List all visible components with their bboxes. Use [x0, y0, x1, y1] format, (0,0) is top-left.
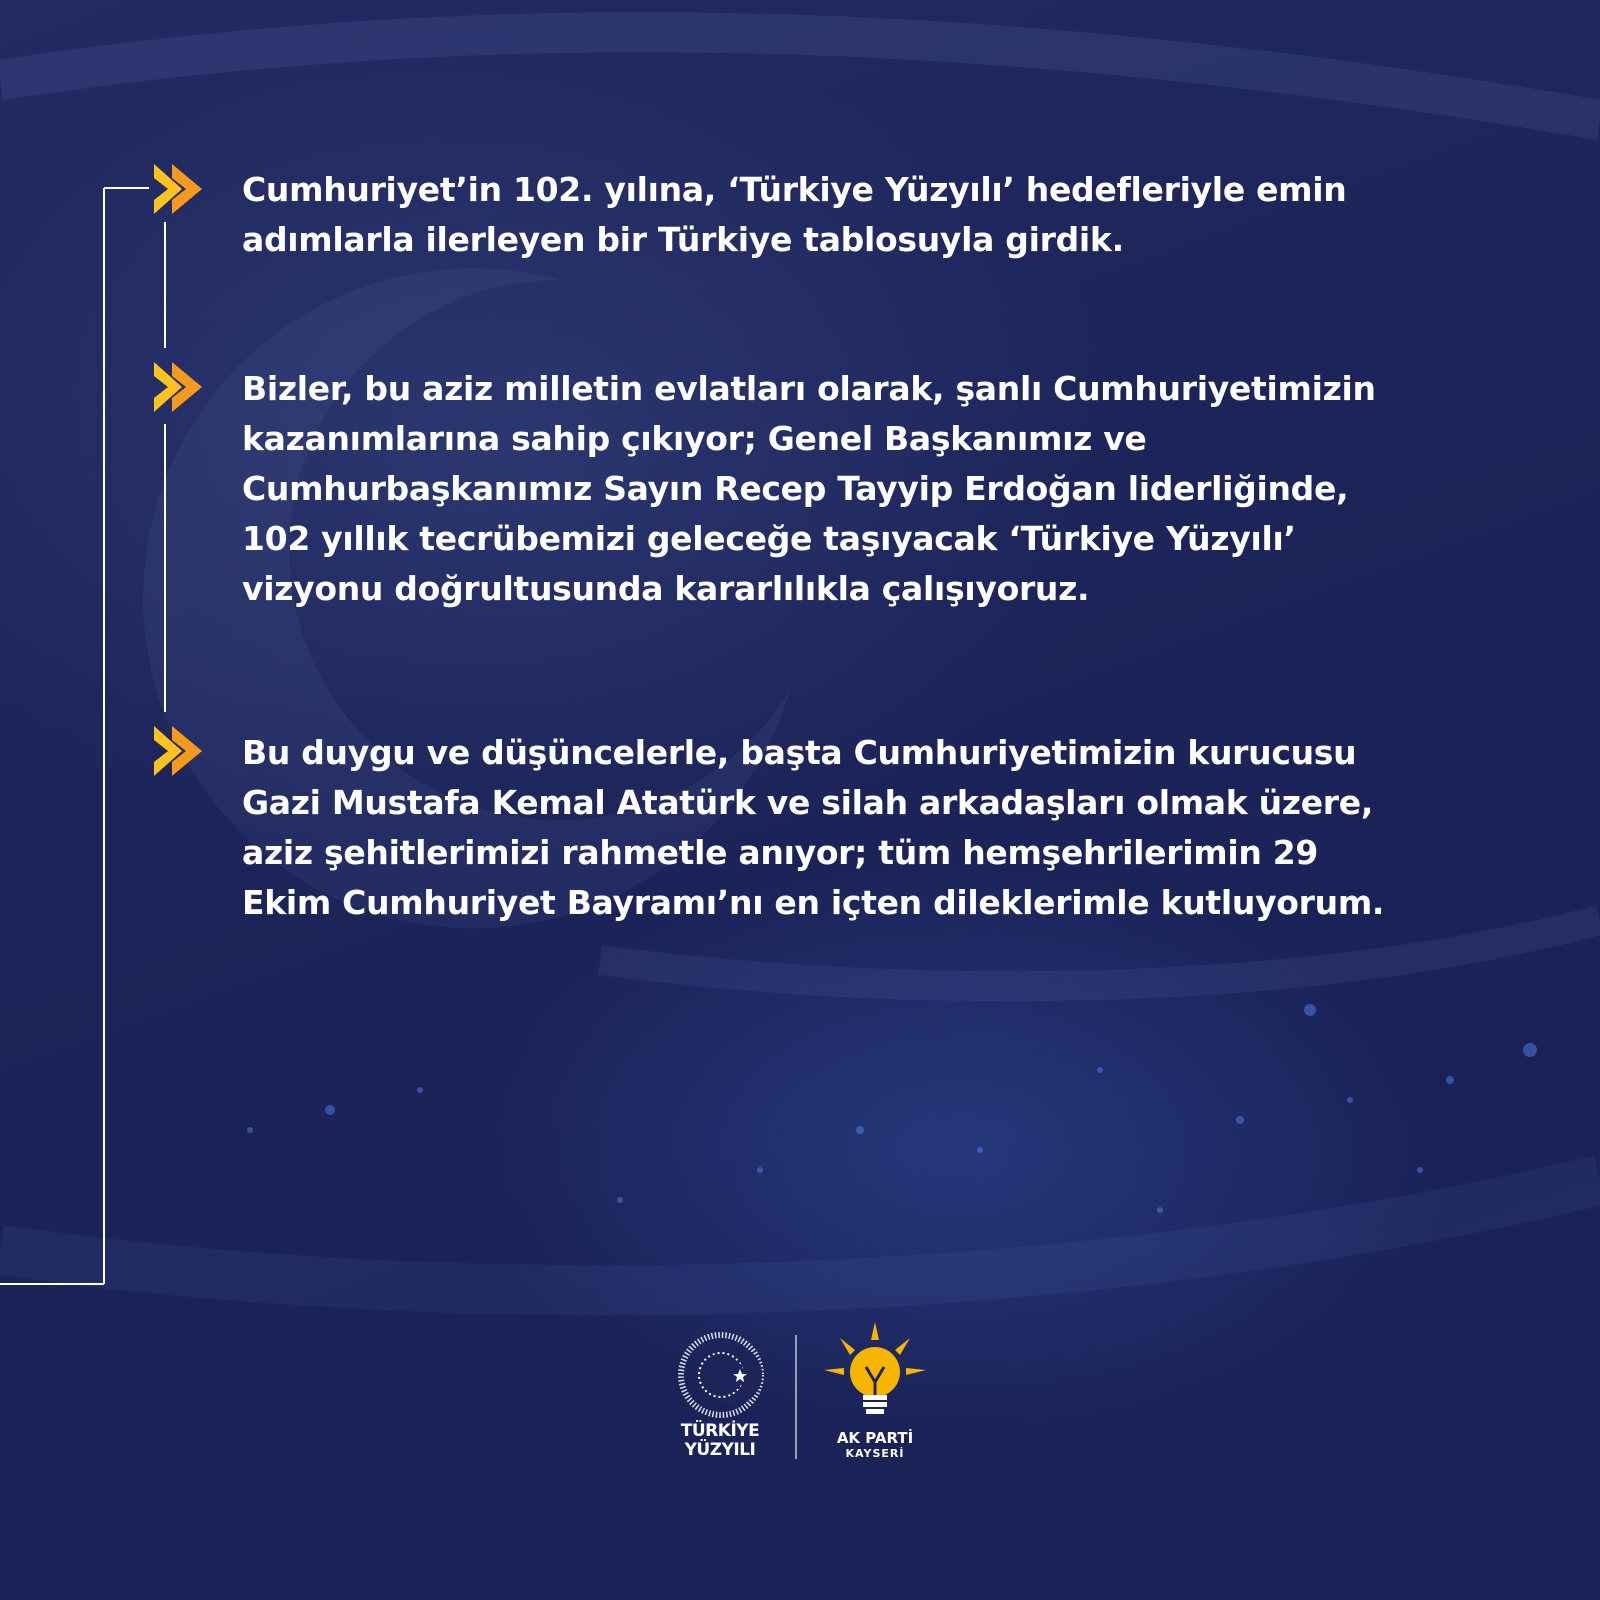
- message-paragraph: Bizler, bu aziz milletin evlatları olarak, şanlı Cumhuriyetimizin kazanımlarına sahip çıkıyor; Genel Başkanımız ve Cumhurbaşkanımız Sayın Recep Tayyip Erdoğan liderliğinde, 102 yıllık tecrübemizi geleceğe taşıyacak ‘Türkiye Yüzyılı’ vizyonu doğrultusunda kararlılıkla çalışıyoruz.: [242, 369, 1376, 608]
- double-chevron-bullet-icon: [152, 358, 210, 416]
- turkiye-yuzyili-logo-text: TÜRKİYE: [680, 1421, 760, 1441]
- logo-divider: [795, 1335, 797, 1459]
- crescent-star-icon: [676, 1330, 766, 1420]
- ak-parti-logo-subtext: KAYSERİ: [845, 1447, 905, 1460]
- ak-parti-logo-text: AK PARTİ: [836, 1429, 914, 1447]
- double-chevron-bullet-icon: [152, 722, 210, 780]
- turkiye-yuzyili-logo-text: YÜZYILI: [684, 1440, 756, 1460]
- double-chevron-bullet-icon: [152, 160, 210, 218]
- message-paragraph: Cumhuriyet’in 102. yılına, ‘Türkiye Yüzyılı’ hedefleriyle emin adımlarla ilerleyen bir Türkiye tablosuyla girdik.: [242, 170, 1347, 259]
- lightbulb-icon: [820, 1322, 930, 1430]
- background-swirl: [600, 920, 1600, 986]
- message-paragraph: Bu duygu ve düşüncelerle, başta Cumhuriyetimizin kurucusu Gazi Mustafa Kemal Atatürk ve silah arkadaşları olmak üzere, aziz şehitlerimizi rahmetle anıyor; tüm hemşehrilerimin 29 Ekim Cumhuriyet Bayramı’nı en içten dileklerimle kutluyorum.: [242, 733, 1385, 922]
- background-sparkles: [247, 1004, 1537, 1213]
